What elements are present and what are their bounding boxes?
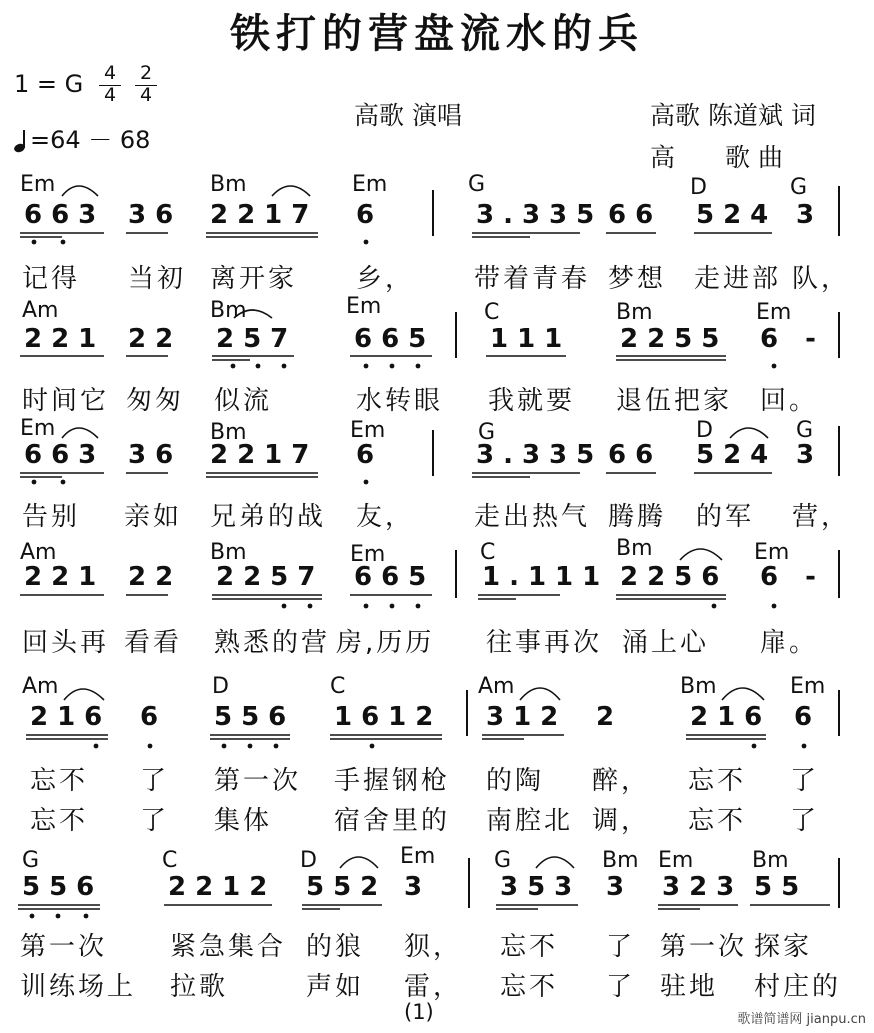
tempo-text: =64 － 68 — [30, 126, 151, 154]
chord: Em — [756, 300, 792, 325]
lyric: 腾腾 — [608, 502, 667, 532]
lyric: 似流 — [214, 386, 273, 416]
chord: Am — [22, 674, 59, 699]
note-group: 556 — [22, 872, 104, 902]
composer-credit: 高 歌 曲 — [650, 143, 783, 172]
note-group: 22 — [128, 324, 183, 354]
lyric: 队， — [792, 264, 851, 294]
lyric-verse-2: 驻地 — [660, 972, 719, 1002]
note-group: 3 — [404, 872, 432, 902]
lyric: 熟悉的营 — [214, 628, 331, 658]
chord: Bm — [210, 540, 247, 565]
chord: Am — [20, 540, 57, 565]
note-group: 66 — [608, 200, 663, 230]
chord: C — [330, 674, 346, 699]
chord: Bm — [210, 298, 247, 323]
song-title: 铁打的营盘流水的兵 — [230, 11, 644, 57]
chord: Em — [754, 540, 790, 565]
note-group: 2217 — [210, 200, 319, 230]
note-group: 257 — [216, 324, 298, 354]
chord: Am — [22, 298, 59, 323]
note-group: 22 — [128, 562, 183, 592]
lyric-verse-2: 集体 — [214, 806, 273, 836]
lyric: 离开家 — [210, 264, 298, 294]
chord: G — [22, 848, 40, 873]
lyric: 乡， — [356, 264, 415, 294]
chord: G — [478, 420, 496, 445]
note-group: 36 — [128, 200, 183, 230]
note-group: 2257 — [216, 562, 325, 592]
chord: Bm — [602, 848, 639, 873]
chord: D — [696, 418, 713, 443]
note-group: 524 — [696, 200, 778, 230]
note-group: 6 - — [760, 562, 825, 592]
lyric: 的军 — [696, 502, 755, 532]
note-group: 323 — [662, 872, 744, 902]
note-group: 55 — [754, 872, 809, 902]
note-group: 36 — [128, 440, 183, 470]
lyric: 房,历历 — [336, 628, 435, 658]
lyric: 营， — [792, 502, 851, 532]
note-group: 556 — [214, 702, 296, 732]
note-group: 312 — [486, 702, 568, 732]
lyric-verse-2: 拉歌 — [170, 972, 229, 1002]
note-group: 3 — [796, 200, 824, 230]
lyric: 记得 — [22, 264, 81, 294]
note-group: 6 — [140, 702, 168, 732]
lyric: 涌上心 — [622, 628, 710, 658]
note-group: 2255 — [620, 324, 729, 354]
note-group: 216 — [690, 702, 772, 732]
lyric: 的陶 — [486, 766, 545, 796]
chord: Bm — [752, 848, 789, 873]
note-group: 2212 — [168, 872, 277, 902]
lyric: 的狼 — [306, 932, 365, 962]
note-group: 3.335 — [476, 200, 604, 230]
meter-a-denominator: 4 — [103, 84, 117, 106]
lyric: 看看 — [124, 628, 183, 658]
lyric: 狈， — [404, 932, 463, 962]
singer-credit: 高歌 演唱 — [354, 101, 462, 130]
chord: G — [494, 848, 512, 873]
lyric: 走进部 — [694, 264, 782, 294]
lyric: 我就要 — [488, 386, 576, 416]
chord: Em — [352, 172, 388, 197]
lyric: 扉。 — [760, 628, 819, 658]
lyric-verse-2: 训练场上 — [20, 972, 137, 1002]
note-group: 216 — [30, 702, 112, 732]
lyric: 回头再 — [22, 628, 110, 658]
lyric-verse-2: 了 — [790, 806, 820, 836]
meter-b-numerator: 2 — [139, 62, 153, 84]
lyric: 醉， — [592, 766, 651, 796]
chord: Em — [20, 416, 56, 441]
chord: G — [790, 175, 808, 200]
note-group: 221 — [24, 562, 106, 592]
lyric: 时间它 — [22, 386, 110, 416]
chord: Bm — [616, 536, 653, 561]
note-group: 3.335 — [476, 440, 604, 470]
note-group: 524 — [696, 440, 778, 470]
note-group: 6 — [794, 702, 822, 732]
note-group: 3 — [606, 872, 634, 902]
lyric: 往事再次 — [486, 628, 603, 658]
note-group: 2 — [596, 702, 624, 732]
lyric-verse-2: 宿舍里的 — [334, 806, 451, 836]
watermark: 歌谱简谱网 jianpu.cn — [737, 1012, 866, 1027]
chord: Em — [346, 294, 382, 319]
chord: Bm — [680, 674, 717, 699]
lyric-verse-2: 了 — [606, 972, 636, 1002]
lyric: 第一次 — [660, 932, 748, 962]
lyric-verse-2: 了 — [140, 806, 170, 836]
chord: G — [796, 418, 814, 443]
lyric: 亲如 — [124, 502, 183, 532]
lyric-verse-2: 忘不 — [688, 806, 747, 836]
lyric-verse-2: 村庄的 — [754, 972, 842, 1002]
chord: Bm — [210, 420, 247, 445]
note-group: 1.111 — [482, 562, 610, 592]
note-group: 6 — [356, 440, 384, 470]
lyric: 忘不 — [500, 932, 559, 962]
chord: Bm — [210, 172, 247, 197]
note-group: 1612 — [334, 702, 443, 732]
note-group: 6 - — [760, 324, 825, 354]
note-group: 665 — [354, 324, 436, 354]
lyric: 水转眼 — [356, 386, 444, 416]
lyric: 友， — [356, 502, 415, 532]
note-group: 2256 — [620, 562, 729, 592]
chord: Em — [790, 674, 826, 699]
lyric: 当初 — [128, 264, 187, 294]
note-group: 663 — [24, 200, 106, 230]
note-group: 552 — [306, 872, 388, 902]
lyric: 忘不 — [688, 766, 747, 796]
lyric: 了 — [140, 766, 170, 796]
chord: Em — [20, 172, 56, 197]
chord: Em — [658, 848, 694, 873]
chord: D — [300, 848, 317, 873]
lyric: 第一次 — [214, 766, 302, 796]
chord: Em — [400, 844, 436, 869]
chord: C — [162, 848, 178, 873]
lyric: 探家 — [754, 932, 813, 962]
lyric: 了 — [790, 766, 820, 796]
lyric-verse-2: 忘不 — [500, 972, 559, 1002]
lyric: 忘不 — [30, 766, 89, 796]
key-signature: 1 = G — [14, 70, 84, 98]
note-group: 663 — [24, 440, 106, 470]
lyric-verse-2: 雷， — [404, 972, 463, 1002]
chord: G — [468, 172, 486, 197]
lyric: 匆匆 — [126, 386, 185, 416]
lyric: 第一次 — [20, 932, 108, 962]
lyric: 了 — [606, 932, 636, 962]
chord: D — [212, 674, 229, 699]
lyric-verse-2: 南腔北 — [486, 806, 574, 836]
chord: C — [484, 300, 500, 325]
lyric: 回。 — [760, 386, 819, 416]
chord: C — [480, 540, 496, 565]
chord: Bm — [616, 300, 653, 325]
lyric: 兄弟的战 — [210, 502, 327, 532]
lyric: 走出热气 — [474, 502, 591, 532]
lyric: 退伍把家 — [616, 386, 733, 416]
lyric-verse-2: 声如 — [306, 972, 365, 1002]
chord: Em — [350, 542, 386, 567]
note-group: 2217 — [210, 440, 319, 470]
meter-b-denominator: 4 — [139, 84, 153, 106]
note-group: 3 — [796, 440, 824, 470]
lyric: 紧急集合 — [170, 932, 287, 962]
page-number: (1) — [404, 1000, 434, 1024]
chord: D — [690, 175, 707, 200]
note-group: 66 — [608, 440, 663, 470]
lyric: 手握钢枪 — [334, 766, 451, 796]
note-group: 111 — [490, 324, 572, 354]
lyricist-credit: 高歌 陈道斌 词 — [650, 101, 816, 130]
note-group: 221 — [24, 324, 106, 354]
lyric-verse-2: 调， — [592, 806, 651, 836]
chord: Am — [478, 674, 515, 699]
lyric: 告别 — [22, 502, 81, 532]
meter-a-numerator: 4 — [103, 62, 117, 84]
note-group: 665 — [354, 562, 436, 592]
lyric: 梦想 — [608, 264, 667, 294]
lyric: 带着青春 — [474, 264, 591, 294]
note-group: 353 — [500, 872, 582, 902]
lyric-verse-2: 忘不 — [30, 806, 89, 836]
chord: Em — [350, 418, 386, 443]
note-group: 6 — [356, 200, 384, 230]
